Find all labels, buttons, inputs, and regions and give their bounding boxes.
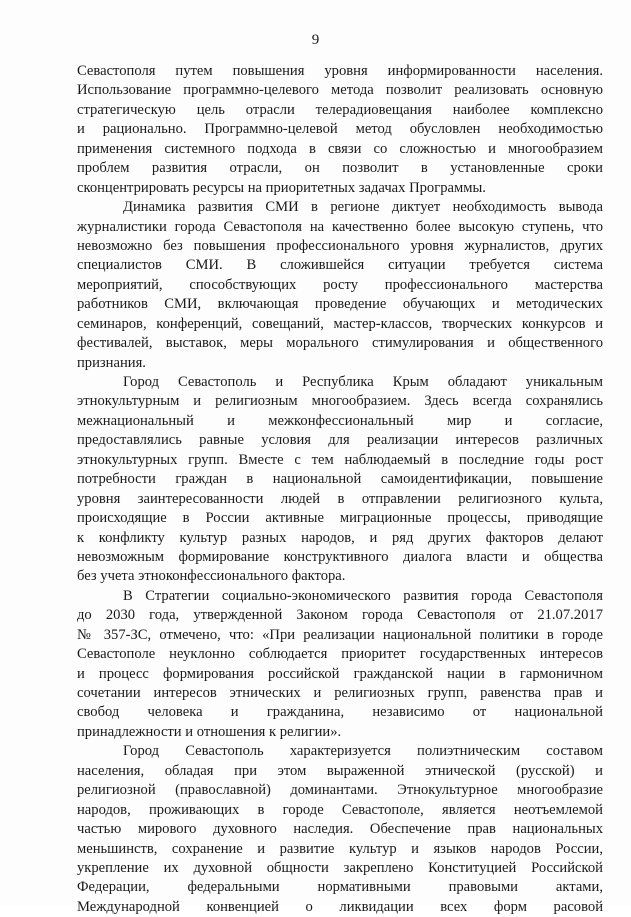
text-line: сконцентрировать ресурсы на приоритетных задачах Программы. [77, 179, 486, 196]
text-line: проблем развития отрасли, он позволит в установленные сроки [77, 160, 603, 177]
text-line: укрепление их духовной общности закреплено Конституцией Российской [77, 859, 603, 876]
text-line: частью мирового духовного наследия. Обеспечение прав национальных [77, 821, 603, 838]
text-line: к конфликту культур разных народов, и ряд других факторов делают [77, 529, 603, 546]
page-number: 9 [311, 32, 320, 48]
text-line: Город Севастополь и Республика Крым обладают уникальным [123, 374, 603, 390]
text-line: Севастополя путем повышения уровня информированности населения. [77, 63, 603, 79]
text-line: невозможным формирование конструктивного диалога власти и общества [77, 548, 603, 565]
text-line: и рационально. Программно-целевой метод обусловлен необходимостью [77, 121, 603, 138]
text-line: сочетании интересов этнических и религиозных групп, равенства прав и [77, 685, 603, 701]
body-text [77, 62, 603, 917]
paragraph [77, 373, 603, 587]
paragraph [77, 198, 603, 373]
text-line: религиозной (православной) доминантами. Этнокультурное многообразие [77, 782, 603, 799]
text-line: семинаров, конференций, совещаний, мастер-классов, творческих конкурсов и [77, 315, 603, 332]
text-line: этнокультурных групп. Вместе с тем наблюдаемый в последние годы рост [77, 451, 603, 468]
text-line: межнациональный и межконфессиональный мир и согласие, [77, 412, 603, 429]
text-line: свобод человека и гражданина, независимо от национальной [77, 704, 603, 721]
text-line: работников СМИ, включающая проведение обучающих и методических [77, 296, 603, 313]
paragraph [77, 742, 603, 917]
text-line: фестивалей, выставок, меры морального стимулирования и общественного [77, 335, 603, 352]
text-line: мероприятий, способствующих росту профессионального мастерства [77, 276, 603, 293]
text-line: журналистики города Севастополя на качественно более высокую ступень, что [77, 218, 603, 235]
text-line: населения, обладая при этом выраженной этнической (русской) и [77, 762, 603, 779]
text-line: признания. [77, 354, 146, 371]
text-line: и процесс формирования российской гражданской нации в гармоничном [77, 665, 603, 682]
text-line: Севастополе неуклонно соблюдается приоритет государственных интересов [77, 646, 603, 663]
text-line: уровня заинтересованности людей в отправлении религиозного культа, [77, 490, 603, 507]
text-line: народов, проживающих в городе Севастополе, является неотъемлемой [77, 801, 603, 818]
text-line: Международной конвенцией о ликвидации всех форм расовой [77, 898, 603, 915]
paragraph [77, 62, 603, 198]
text-line: специалистов СМИ. В сложившейся ситуации требуется система [77, 257, 603, 274]
text-line: Город Севастополь характеризуется полиэтническим составом [123, 743, 603, 760]
paragraph [77, 587, 603, 743]
text-line: меньшинств, сохранение и развитие культур и языков народов России, [77, 840, 603, 857]
text-line: без учета этноконфессионального фактора. [77, 568, 346, 585]
text-line: Федерации, федеральными нормативными правовыми актами, [77, 879, 603, 896]
text-line: до 2030 года, утвержденной Законом города Севастополя от 21.07.2017 [77, 607, 603, 624]
text-line: № 357-ЗС, отмечено, что: «При реализации национальной политики в городе [77, 626, 603, 643]
text-line: Динамика развития СМИ в регионе диктует необходимость вывода [123, 199, 603, 216]
text-line: потребности граждан в национальной самоидентификации, повышение [77, 471, 603, 488]
text-line: стратегическую цель отрасли телерадиовещания наиболее комплексно [77, 101, 603, 118]
text-line: происходящие в России активные миграционные процессы, приводящие [77, 510, 603, 527]
text-line: Использование программно-целевого метода позволит реализовать основную [77, 82, 603, 99]
text-line: применения системного подхода в связи со сложностью и многообразием [77, 140, 603, 157]
text-line: невозможно без повышения профессионального уровня журналистов, других [77, 237, 603, 254]
text-line: принадлежности и отношения к религии». [77, 723, 342, 740]
text-line: В Стратегии социально-экономического развития города Севастополя [123, 587, 603, 604]
text-line: предоставлялись равные условия для реализации интересов различных [77, 432, 603, 449]
text-line: этнокультурным и религиозным многообразием. Здесь всегда сохранялись [77, 393, 603, 410]
